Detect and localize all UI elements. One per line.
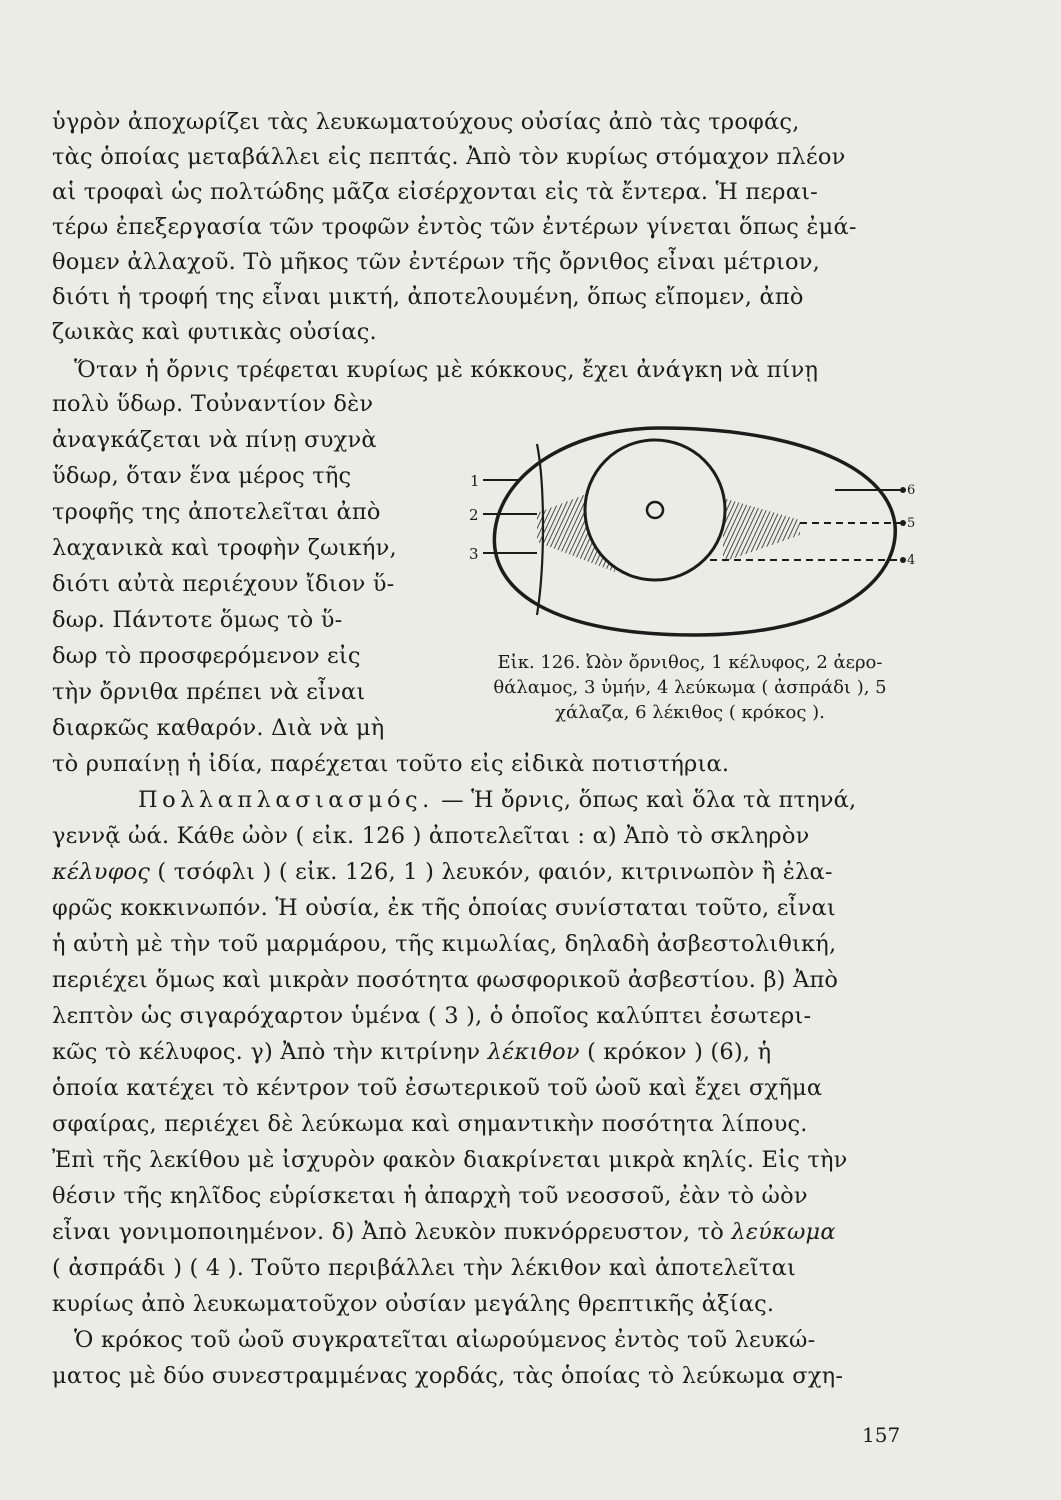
text-line: ματος μὲ δύο συνεστραμμένας χορδάς, τὰς ὁποίας τὸ λεύκωμα σχη-	[52, 1363, 844, 1389]
figure-label: 2	[469, 506, 479, 524]
text-line: Ἐπὶ τῆς λεκίθου μὲ ἰσχυρὸν φακὸν διακρίνεται μικρὰ κηλίς. Εἰς τὴν	[52, 1147, 848, 1173]
italic-term: λέκιθον	[487, 1039, 580, 1065]
text-line: πολὺ ὕδωρ. Τοὐναντίον δὲν	[52, 391, 374, 417]
egg-yolk	[585, 440, 725, 580]
text-line: αἱ τροφαὶ ὡς πολτώδης μᾶζα εἰσέρχονται εἰς τὰ ἔντερα. Ἡ περαι-	[52, 179, 818, 205]
text-line: Ὁ κρόκος τοῦ ὠοῦ συγκρατεῖται αἰωρούμενος ἐντὸς τοῦ λευκώ-	[52, 1327, 816, 1353]
text-span: εἶναι γονιμοποιημένον. δ) Ἀπὸ λευκὸν πυκνόρρευστον, τὸ	[52, 1219, 732, 1245]
text-line: θομεν ἀλλαχοῦ. Τὸ μῆκος τῶν ἐντέρων τῆς ὄρνιθος εἶναι μέτριον,	[52, 249, 821, 275]
figure-caption: χάλαζα, 6 λέκιθος ( κρόκος ).	[555, 702, 825, 723]
text-line: τροφῆς της ἀποτελεῖται ἀπὸ	[52, 499, 381, 525]
text-line: ὕδωρ, ὅταν ἕνα μέρος τῆς	[52, 463, 352, 489]
italic-term: λεύκωμα	[731, 1219, 836, 1245]
text-line: σφαίρας, περιέχει δὲ λεύκωμα καὶ σημαντικὴν ποσότητα λίπους.	[52, 1111, 808, 1137]
text-line: φρῶς κοκκινωπόν. Ἡ οὐσία, ἐκ τῆς ὁποίας συνίσταται τοῦτο, εἶναι	[52, 895, 836, 921]
egg-diagram	[455, 410, 935, 645]
text-line: Ὅταν ἡ ὄρνις τρέφεται κυρίως μὲ κόκκους, ἔχει ἀνάγκη νὰ πίνῃ	[52, 357, 819, 383]
text-line: ὑγρὸν ἀποχωρίζει τὰς λευκωματούχους οὐσίας ἀπὸ τὰς τροφάς,	[52, 109, 800, 135]
text-line: τὰς ὁποίας μεταβάλλει εἰς πεπτάς. Ἀπὸ τὸν κυρίως στόμαχον πλέον	[52, 144, 846, 170]
text-span: — Ἡ ὄρνις, ὅπως καὶ ὅλα τὰ πτηνά,	[433, 787, 857, 813]
figure-label: 4	[907, 553, 916, 568]
text-line	[52, 857, 932, 887]
text-span: ( κρόκον ) (6), ἡ	[579, 1039, 772, 1065]
text-line: τὴν ὄρνιθα πρέπει νὰ εἶναι	[52, 679, 366, 705]
page-number: 157	[862, 1423, 901, 1447]
text-line	[52, 1037, 932, 1067]
text-line: ( ἀσπράδι ) ( 4 ). Τοῦτο περιβάλλει τὴν λέκιθον καὶ ἀποτελεῖται	[52, 1255, 796, 1281]
text-span: κῶς τὸ κέλυφος. γ) Ἀπὸ τὴν κιτρίνην	[52, 1039, 488, 1065]
figure-label: 3	[469, 545, 479, 563]
chalaza-right	[723, 498, 800, 562]
text-line: λαχανικὰ καὶ τροφὴν ζωικήν,	[52, 535, 397, 561]
text-line: γεννᾷ ὠά. Κάθε ὠὸν ( εἰκ. 126 ) ἀποτελεῖται : α) Ἀπὸ τὸ σκληρὸν	[52, 823, 810, 849]
text-line	[52, 1217, 932, 1247]
text-line: διότι ἡ τροφή της εἶναι μικτή, ἀποτελουμένη, ὅπως εἴπομεν, ἀπὸ	[52, 284, 804, 310]
figure-label: 6	[907, 483, 916, 498]
text-line: ζωικὰς καὶ φυτικὰς οὐσίας.	[52, 319, 377, 345]
section-heading: Πολλαπλασιασμός.	[138, 787, 434, 813]
text-line: κυρίως ἀπὸ λευκωματοῦχον οὐσίαν μεγάλης θρεπτικῆς ἀξίας.	[52, 1291, 775, 1317]
text-line: διότι αὐτὰ περιέχουν ἴδιον ὕ-	[52, 571, 395, 597]
text-line: ἀναγκάζεται νὰ πίνῃ συχνὰ	[52, 427, 377, 453]
text-line: θέσιν τῆς κηλῖδος εὑρίσκεται ἡ ἀπαρχὴ τοῦ νεοσσοῦ, ἐὰν τὸ ὠὸν	[52, 1183, 808, 1209]
text-line: περιέχει ὅμως καὶ μικρὰν ποσότητα φωσφορικοῦ ἀσβεστίου. β) Ἀπὸ	[52, 967, 839, 993]
text-line: τέρω ἐπεξεργασία τῶν τροφῶν ἐντὸς τῶν ἐντέρων γίνεται ὅπως ἐμά-	[52, 214, 857, 240]
text-line: λεπτὸν ὡς σιγαρόχαρτον ὑμένα ( 3 ), ὁ ὁποῖος καλύπτει ἐσωτερι-	[52, 1003, 812, 1029]
text-line: δωρ. Πάντοτε ὅμως τὸ ὕ-	[52, 607, 343, 633]
figure-label: 1	[470, 472, 480, 490]
text-line: ἡ αὐτὴ μὲ τὴν τοῦ μαρμάρου, τῆς κιμωλίας, δηλαδὴ ἀσβεστολιθική,	[52, 931, 837, 957]
section-line	[138, 785, 938, 815]
text-line: ὁποία κατέχει τὸ κέντρον τοῦ ἐσωτερικοῦ τοῦ ὠοῦ καὶ ἔχει σχῆμα	[52, 1075, 823, 1101]
text-line: δωρ τὸ προσφερόμενον εἰς	[52, 643, 361, 669]
text-span: ( τσόφλι ) ( εἰκ. 126, 1 ) λευκόν, φαιόν, κιτρινωπὸν ἢ ἐλα-	[150, 859, 833, 885]
figure-caption: Εἰκ. 126. Ὠὸν ὄρνιθος, 1 κέλυφος, 2 ἀερο-	[497, 652, 883, 673]
text-line: διαρκῶς καθαρόν. Διὰ νὰ μὴ	[52, 715, 385, 741]
text-line: τὸ ρυπαίνῃ ἡ ἰδία, παρέχεται τοῦτο εἰς εἰδικὰ ποτιστήρια.	[52, 751, 730, 777]
figure-caption: θάλαμος, 3 ὑμήν, 4 λεύκωμα ( ἀσπράδι ), 5	[493, 677, 887, 698]
figure-label: 5	[907, 516, 916, 531]
italic-term: κέλυφος	[52, 859, 151, 885]
